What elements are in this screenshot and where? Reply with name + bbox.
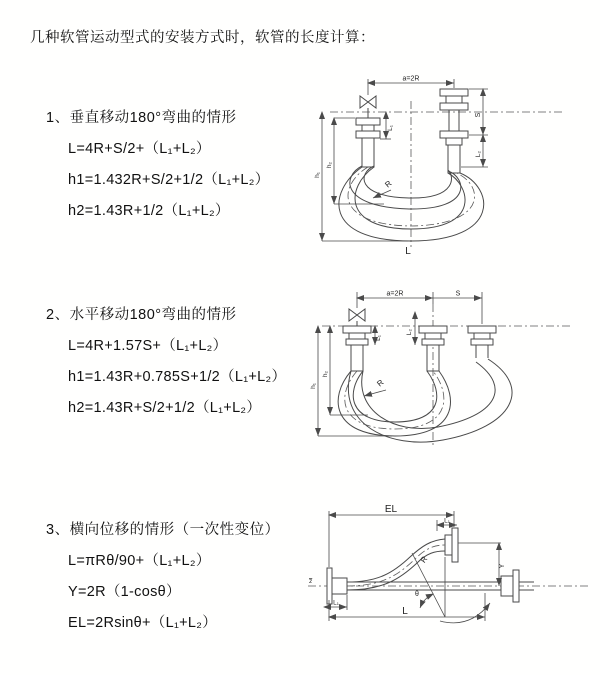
formula-l: L=4R+1.57S+（L₁+L₂）: [68, 338, 228, 354]
left-flange: [343, 326, 371, 333]
formula-h2: h2=1.43R+S/2+1/2（L₁+L₂）: [68, 400, 262, 416]
axis-mark: z: [309, 578, 313, 585]
diagram-vertical-180-bend: [312, 73, 577, 258]
left-flange: [356, 118, 380, 125]
dim-label-r: R: [375, 377, 386, 389]
dim-label-theta: θ: [415, 591, 419, 598]
right-braid: [448, 145, 460, 173]
dimensions: [310, 291, 482, 437]
formula-h2: h2=1.43R+1/2（L₁+L₂）: [68, 203, 230, 219]
top-right-fitting: [445, 535, 452, 555]
dim-label-r: R: [383, 178, 394, 190]
valve-icon: [360, 96, 376, 108]
dim-label-l1: L₁: [375, 335, 382, 341]
formula-l: L=πRθ/90+（L₁+L₂）: [68, 553, 211, 569]
section-3: [46, 518, 280, 642]
left-braid: [362, 138, 374, 167]
dim-label-l1-top: L₁: [444, 517, 450, 525]
diagram-horizontal-180-bend: [308, 288, 593, 468]
right-flange-lower: [440, 131, 468, 138]
middle-flange: [419, 326, 447, 333]
section-2-heading: 2、水平移动180°弯曲的情形: [46, 307, 237, 323]
section-1: [46, 106, 270, 230]
formula-y: Y=2R（1-cosθ）: [68, 584, 181, 600]
formula-el: EL=2Rsinθ+（L₁+L₂）: [68, 615, 218, 631]
dim-label-l: L: [402, 606, 408, 617]
dim-label-l2: L₂: [406, 328, 413, 336]
hose-assembly: [338, 309, 512, 442]
dim-label-a2r: a=2R: [402, 75, 420, 83]
valve-icon: [349, 309, 365, 321]
dim-label-el: EL: [384, 504, 398, 515]
dim-label-l: L: [405, 246, 411, 257]
dim-label-y: Y: [499, 563, 506, 569]
section-3-heading: 3、横向位移的情形（一次性变位）: [46, 522, 280, 538]
dim-label-h2: h₂: [322, 370, 329, 378]
dim-label-s: S: [455, 290, 461, 298]
dim-label-a2r: a=2R: [386, 290, 404, 298]
diagram-lateral-displacement: [298, 497, 598, 662]
dim-label-s: S: [475, 112, 482, 118]
dimensions: [324, 504, 506, 623]
formula-h1: h1=1.43R+0.785S+1/2（L₁+L₂）: [68, 369, 287, 385]
dim-label-l1-bottom: L₁: [333, 599, 339, 607]
dim-label-l2: L₂: [475, 150, 482, 158]
dim-label-l1: L₁: [387, 125, 394, 131]
dim-label-h1: h₁: [310, 383, 317, 389]
right-flange: [468, 326, 496, 333]
right-flange-upper: [440, 89, 468, 96]
section-2: [46, 303, 286, 427]
left-braid: [351, 345, 363, 371]
dim-label-h1: h₁: [314, 172, 321, 178]
formula-l: L=4R+S/2+（L₁+L₂）: [68, 141, 211, 157]
hose-displaced: [347, 539, 445, 582]
dim-label-h2: h₂: [326, 161, 333, 169]
page-title: 几种软管运动型式的安装方式时，软管的长度计算：: [30, 30, 375, 46]
right-fitting: [501, 576, 513, 596]
formula-h1: h1=1.432R+S/2+1/2（L₁+L₂）: [68, 172, 270, 188]
section-1-heading: 1、垂直移动180°弯曲的情形: [46, 110, 237, 126]
dim-label-r: R: [418, 554, 430, 565]
left-flange: [327, 568, 332, 604]
